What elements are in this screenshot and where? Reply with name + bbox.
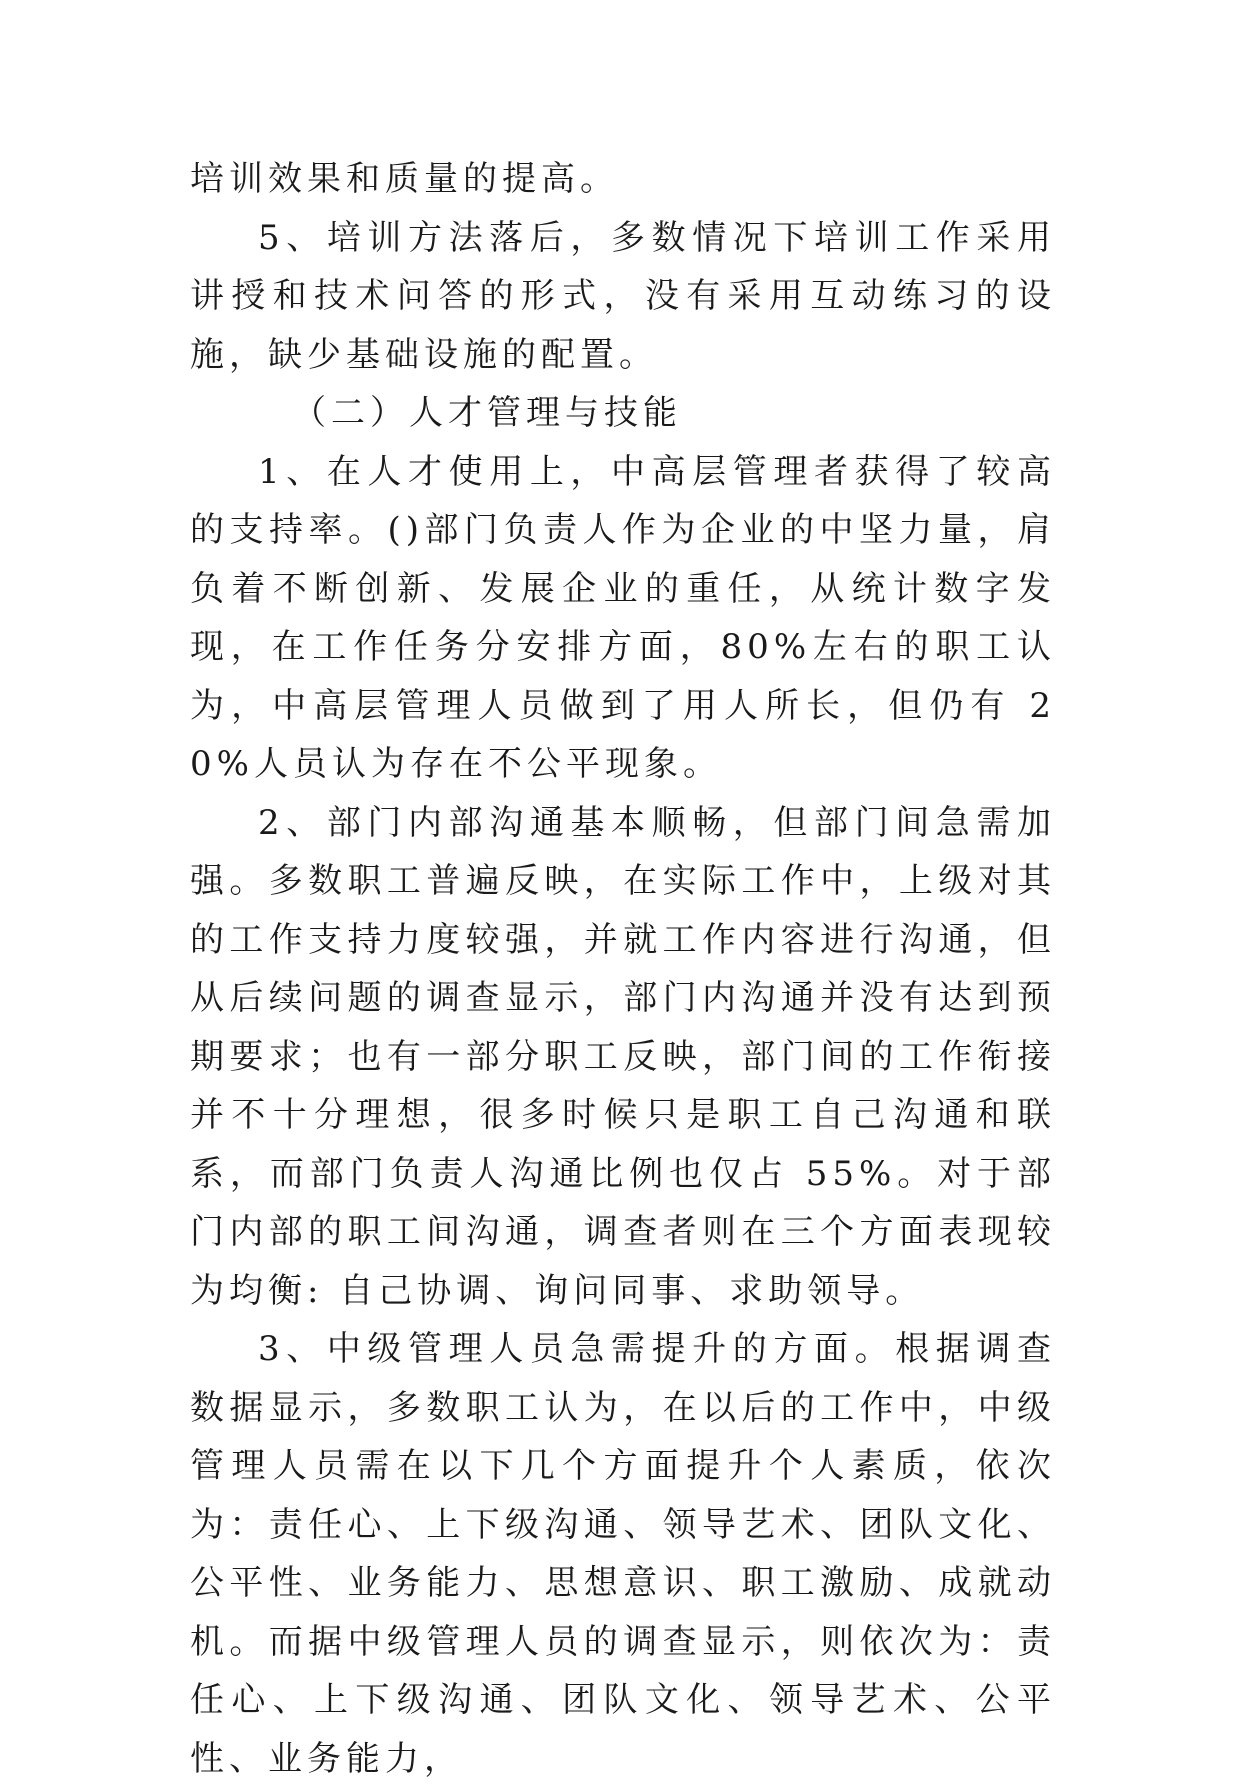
paragraph-middle-management: 3、中级管理人员急需提升的方面。根据调查数据显示，多数职工认为，在以后的工作中，中级管理人员需在以下几个方面提升个人素质，依次为：责任心、上下级沟通、领导艺术、团队文化、公平性、业务能力、思想意识、职工激励、成就动机。而据中级管理人员的调查显示，则依次为：责任心、上下级沟通、团队文化、领导艺术、公平性、业务能力，	[190, 1329, 1056, 1779]
section-heading-talent-management: （二）人才管理与技能	[292, 393, 682, 433]
paragraph-department-communication: 2、部门内部沟通基本顺畅，但部门间急需加强。多数职工普遍反映，在实际工作中，上级对其的工作支持力度较强，并就工作内容进行沟通，但从后续问题的调查显示，部门内沟通并没有达到预期要求；也有一部分职工反映，部门间的工作衔接并不十分理想，很多时候只是职工自己沟通和联系，而部门负责人沟通比例也仅占 55%。对于部门内部的职工间沟通，调查者则在三个方面表现较为均衡: 自己协调、询问同事、求助领导。	[190, 802, 1056, 1311]
paragraph-training-methods: 5、培训方法落后，多数情况下培训工作采用讲授和技术问答的形式，没有采用互动练习的设施，缺少基础设施的配置。	[190, 217, 1056, 375]
paragraph-talent-usage: 1、在人才使用上，中高层管理者获得了较高的支持率。()部门负责人作为企业的中坚力量，肩负着不断创新、发展企业的重任，从统计数字发现，在工作任务分安排方面，80%左右的职工认为，中高层管理人员做到了用人所长，但仍有 20%人员认为存在不公平现象。	[190, 451, 1056, 784]
paragraph-continuation: 培训效果和质量的提高。	[190, 159, 619, 199]
document-body	[190, 150, 1056, 1788]
